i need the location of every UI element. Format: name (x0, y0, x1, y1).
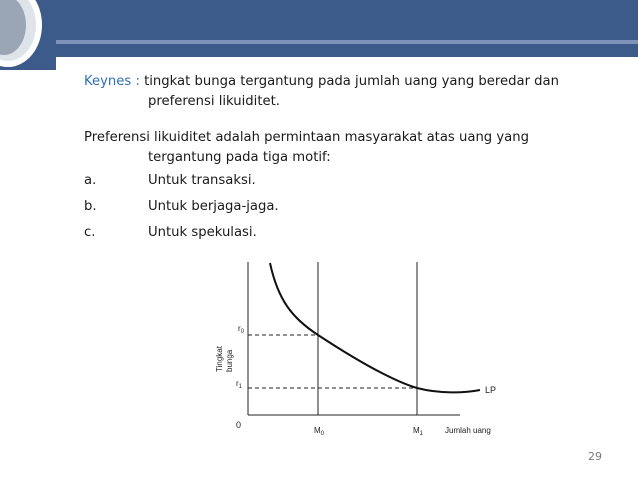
list-text: Untuk berjaga-jaga. (148, 199, 279, 214)
y-axis-label-line-2: bunga (225, 349, 234, 372)
lp-series-label: LP (485, 385, 497, 395)
origin-label: 0 (236, 420, 242, 430)
r0-tick-label: $r_0$ (238, 324, 245, 335)
lp-curve (270, 263, 480, 392)
list-marker: a. (84, 173, 97, 188)
y-axis-label-group (215, 345, 234, 372)
list-text: Untuk spekulasi. (148, 225, 257, 240)
x-axis-label: Jumlah uang (445, 426, 491, 435)
preference-line-2: tergantung pada tiga motif: (148, 150, 331, 165)
m1-tick-label: $M_1$ (413, 426, 424, 437)
keynes-line-2: preferensi likuiditet. (148, 94, 280, 109)
page-number: 29 (588, 450, 602, 463)
y-axis-label-line-1: Tingkat (215, 346, 224, 372)
r1-tick-label: $r_1$ (236, 379, 243, 390)
list-marker: c. (84, 225, 96, 240)
preference-line-1: Preferensi likuiditet adalah permintaan masyarakat atas uang yang (84, 130, 529, 145)
keynes-label: Keynes : (84, 74, 140, 89)
list-marker: b. (84, 199, 97, 214)
list-text: Untuk transaksi. (148, 173, 256, 188)
keynes-line-1: tingkat bunga tergantung pada jumlah uang yang beredar dan (139, 74, 559, 89)
m0-tick-label: $M_0$ (314, 426, 325, 437)
